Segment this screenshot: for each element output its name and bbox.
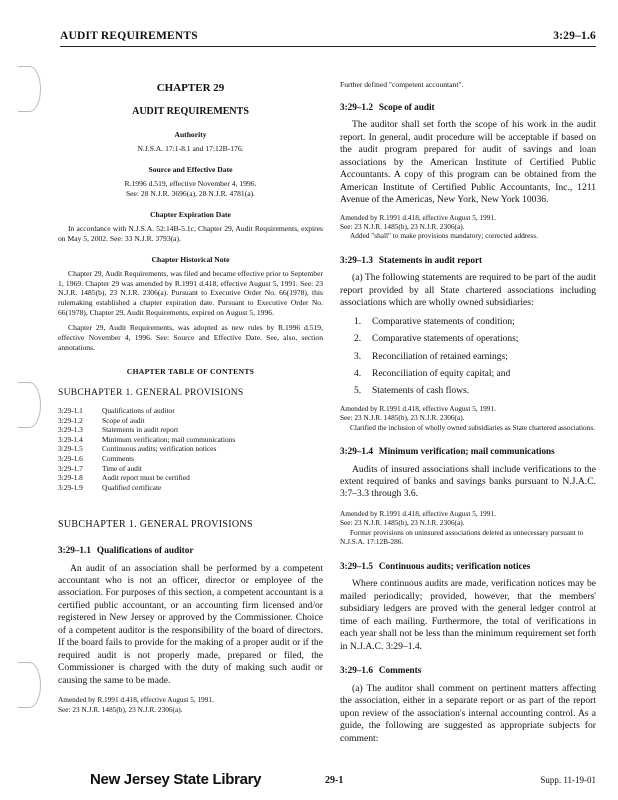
list-item: 1. Comparative statements of condition; bbox=[354, 316, 515, 327]
expiration-text: In accordance with N.J.S.A. 52:14B-5.1c, Chapter 29, Audit Requirements, expires on May 5, 2002. See: 33 N.J.R. 3793(a). bbox=[58, 223, 323, 243]
section-1-2-amend-3: Added "shall" to make provisions mandatory; corrected address. bbox=[350, 231, 538, 241]
toc-row[interactable]: 3:29-1.4 Minimum verification; mail communications bbox=[58, 434, 236, 444]
binder-hole-top bbox=[18, 66, 41, 112]
section-1-5-heading: 3:29–1.5 Continuous audits; verification notices bbox=[340, 560, 531, 571]
section-1-6-heading: 3:29–1.6 Comments bbox=[340, 665, 422, 676]
section-1-2-amend-2: See: 23 N.J.R. 1485(b), 23 N.J.R. 2306(a). bbox=[340, 221, 465, 231]
header-section: 3:29–1.6 bbox=[553, 30, 596, 42]
page-footer bbox=[60, 771, 596, 791]
toc-row[interactable]: 3:29-1.6 Comments bbox=[58, 454, 135, 464]
section-1-1-amend-2: See: 23 N.J.R. 1485(b), 23 N.J.R. 2306(a). bbox=[58, 704, 183, 714]
continued-note: Further defined "competent accountant". bbox=[340, 80, 464, 89]
subchapter-heading: SUBCHAPTER 1. GENERAL PROVISIONS bbox=[58, 518, 253, 530]
section-1-3-body: (a) The following statements are required to be part of the audit report provided by all State chartered associations including associations which are wholly owned subsidiaries: bbox=[340, 272, 596, 309]
history-heading: Chapter Historical Note bbox=[151, 255, 230, 265]
toc-row[interactable]: 3:29-1.3 Statements in audit report bbox=[58, 425, 179, 435]
section-1-1-body: An audit of an association shall be performed by a competent accountant who is not an officer, director or employee of the association. For purposes of this section, a competent accountant is a certified public accountant, or an accounting firm licensed and/or registered in New Jersey or approved by the Commissioner. Choice of a competent auditor is the responsibility of the board of directors. If the board fails to provide for the making of a proper audit or if the required audit is not properly made, prepared or filed, the Commissioner is charged with the duty of making such audit or causing the same to be made. bbox=[58, 562, 323, 686]
toc-row[interactable]: 3:29-1.9 Qualified certificate bbox=[58, 482, 162, 492]
section-1-4-body: Audits of insured associations shall include verifications to the extent required of banks and savings banks pursuant to N.J.A.C. 3:7–3.3 through 3.6. bbox=[340, 463, 596, 500]
authority-heading: Authority bbox=[174, 130, 207, 140]
list-item: 5. Statements of cash flows. bbox=[354, 386, 470, 397]
section-1-2-heading: 3:29–1.2 Scope of audit bbox=[340, 101, 435, 112]
supplement-date: Supp. 11-19-01 bbox=[540, 775, 596, 785]
toc-row[interactable]: 3:29-1.8 Audit report must be certified bbox=[58, 473, 190, 483]
list-item: 4. Reconciliation of equity capital; and bbox=[354, 368, 511, 379]
right-column bbox=[340, 80, 596, 745]
chapter-number: CHAPTER 29 bbox=[156, 82, 225, 94]
history-paragraph-1: Chapter 29, Audit Requirements, was filed and became effective prior to September 1, 1969. Chapter 29 was amended by R.1991 d.418, effective August 5, 1991. See: 23 N.J.R. 1485(b), 23 N.J.R. 2306(a). Pursuant to Executive Order No. 66(1978), this rulemaking established a chapter expiration date. Pursuant to Executive Order No. 66(1978), Chapter 29, Audit Requirements, expired on August 5, 1996. bbox=[58, 268, 323, 317]
section-1-4-amend-1: Amended by R.1991 d.418, effective August 5, 1991. bbox=[340, 508, 496, 518]
chapter-title: AUDIT REQUIREMENTS bbox=[132, 105, 249, 117]
section-1-4-amend-2: See: 23 N.J.R. 1485(b), 23 N.J.R. 2306(a). bbox=[340, 518, 465, 528]
toc-subchapter: SUBCHAPTER 1. GENERAL PROVISIONS bbox=[58, 388, 244, 399]
section-1-3-amend-2: See: 23 N.J.R. 1485(b), 23 N.J.R. 2306(a). bbox=[340, 413, 465, 423]
header-rule bbox=[60, 46, 596, 47]
expiration-heading: Chapter Expiration Date bbox=[150, 210, 231, 220]
toc-row[interactable]: 3:29-1.1 Qualifications of auditor bbox=[58, 405, 175, 415]
toc-row[interactable]: 3:29-1.5 Continuous audits; verification notices bbox=[58, 444, 217, 454]
binder-hole-bottom bbox=[18, 662, 41, 708]
table-of-contents bbox=[58, 406, 323, 493]
statement-list bbox=[340, 316, 596, 398]
library-stamp: New Jersey State Library bbox=[90, 771, 262, 788]
source-line-2: See: 28 N.J.R. 3696(a), 28 N.J.R. 4781(a). bbox=[125, 188, 256, 198]
left-column bbox=[58, 70, 323, 714]
section-1-4-amend-3: Former provisions on uninsured associations deleted as unnecessary pursuant to N.J.S.A. 17:12B-286. bbox=[340, 527, 584, 547]
section-1-5-body: Where continuous audits are made, verification notices may be mailed periodically; provided, however, that the members' subsidiary ledgers are proved with the general ledger control at time of each mailing. Furthermore, the total of verifications in each year shall not be less than the minimum requirement set forth in N.J.A.C. 3:29–1.4. bbox=[340, 578, 596, 652]
section-1-3-heading: 3:29–1.3 Statements in audit report bbox=[340, 254, 483, 265]
source-heading: Source and Effective Date bbox=[148, 165, 233, 175]
section-1-6-body: (a) The auditor shall comment on pertinent matters affecting the association, either in a separate report or as part of the report upon review of the association's internal accounting control. As a guide, the following are suggested as appropriate subjects for comment: bbox=[340, 682, 596, 744]
list-item: 2. Comparative statements of operations; bbox=[354, 334, 519, 345]
toc-row[interactable]: 3:29-1.7 Time of audit bbox=[58, 463, 142, 473]
source-line-1: R.1996 d.519, effective November 4, 1996. bbox=[124, 178, 257, 188]
binder-hole-middle bbox=[18, 382, 41, 428]
authority-text: N.J.S.A. 17:1-8.1 and 17:12B-176. bbox=[137, 143, 244, 153]
section-1-3-amend-1: Amended by R.1991 d.418, effective August 5, 1991. bbox=[340, 403, 496, 413]
section-1-1-heading: 3:29–1.1 Qualifications of auditor bbox=[58, 545, 194, 556]
section-1-3-amend-3: Clarified the inclusion of wholly owned subsidiaries as State chartered associations. bbox=[350, 422, 595, 432]
history-paragraph-2: Chapter 29, Audit Requirements, was adopted as new rules by R.1996 d.519, effective November 4, 1996. See: Source and Effective Date. See, also, section annotations. bbox=[58, 323, 323, 352]
section-1-1-amend-1: Amended by R.1991 d.418, effective August 5, 1991. bbox=[58, 695, 214, 705]
section-1-2-amend-1: Amended by R.1991 d.418, effective August 5, 1991. bbox=[340, 212, 496, 222]
toc-row[interactable]: 3:29-1.2 Scope of audit bbox=[58, 415, 145, 425]
running-header bbox=[60, 30, 596, 46]
toc-title: CHAPTER TABLE OF CONTENTS bbox=[126, 366, 255, 376]
list-item: 3. Reconciliation of retained earnings; bbox=[354, 351, 508, 362]
section-1-4-heading: 3:29–1.4 Minimum verification; mail communications bbox=[340, 446, 555, 457]
section-1-2-body: The auditor shall set forth the scope of his work in the audit report. In general, audit procedure will be acceptable if based on the audit program prepared for audit of savings and loan associations by the American Institute of Certified Public Accountants. A copy of this program can be obtained from the American Institute of Certified Public Accountants, Inc., 1211 Avenue of the Americas, New York, New York 10036. bbox=[340, 119, 596, 206]
page-number: 29-1 bbox=[325, 775, 344, 786]
header-title: AUDIT REQUIREMENTS bbox=[60, 30, 198, 42]
